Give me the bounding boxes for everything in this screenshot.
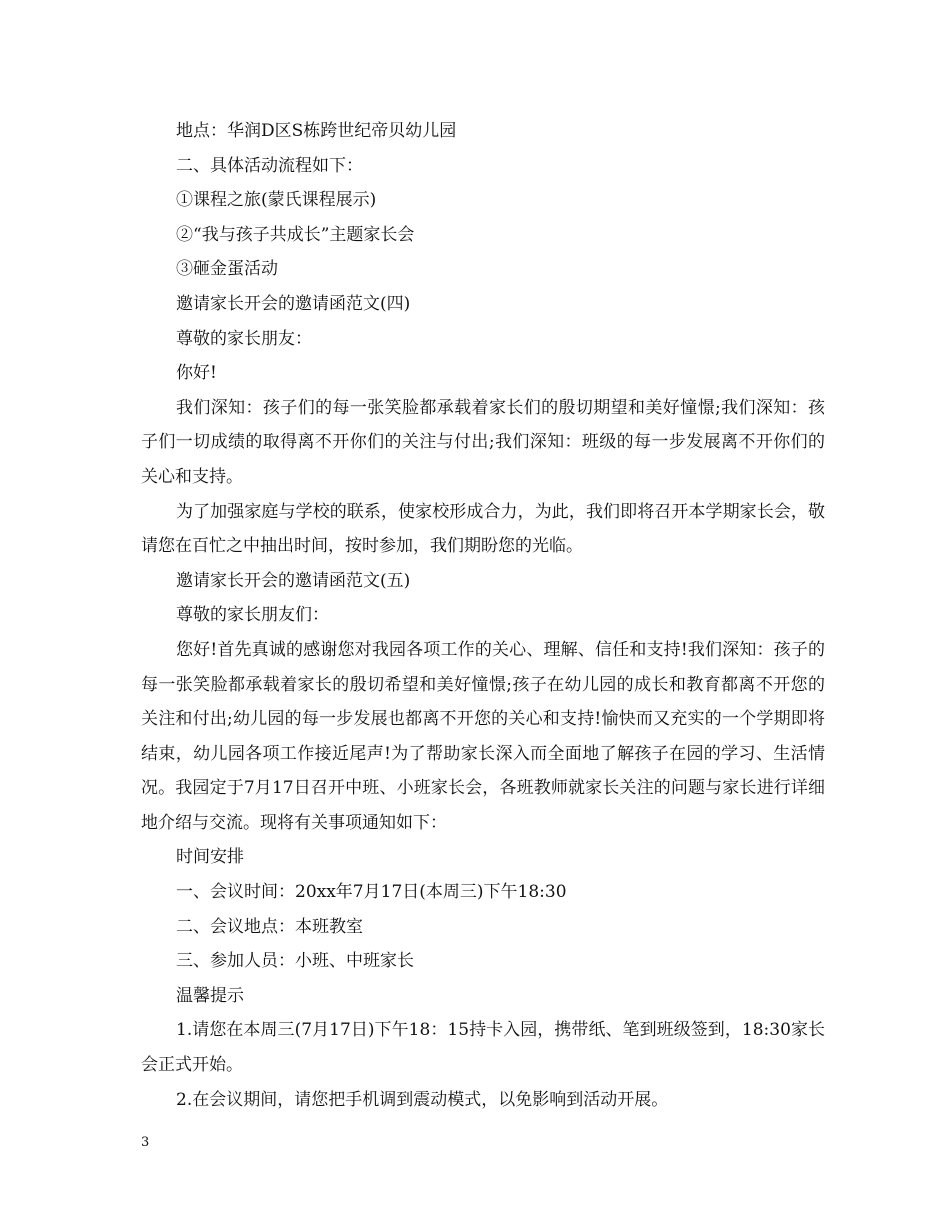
body-paragraph-4b: 为了加强家庭与学校的联系，使家校形成合力，为此，我们即将召开本学期家长会，敬请您在百忙之中抽出时间，按时参加，我们期盼您的光临。 — [141, 501, 825, 557]
meeting-attendees: 三、参加人员：小班、中班家长 — [176, 951, 414, 972]
tip-2: 2.在会议期间，请您把手机调到震动模式，以免影响到活动开展。 — [176, 1089, 669, 1110]
meeting-time: 一、会议时间：20xx年7月17日(本周三)下午18:30 — [176, 882, 567, 903]
process-item-2: ②“我与孩子共成长”主题家长会 — [176, 224, 415, 245]
body-paragraph-5: 您好!首先真诚的感谢您对我园各项工作的关心、理解、信任和支持!我们深知：孩子的每一张笑脸都承载着家长的殷切希望和美好憧憬;孩子在幼儿园的成长和教育都离不开您的关注和付出;幼儿园的每一步发展也都离不开您的关心和支持!愉快而又充实的一个学期即将结束，幼儿园各项工作接近尾声!为了帮助家长深入而全面地了解孩子在园的学习、生活情况。我园定于7月17日召开中班、小班家长会，各班教师就家长关注的问题与家长进行详细地介绍与交流。现将有关事项通知如下： — [141, 639, 825, 833]
tip-1: 1.请您在本周三(7月17日)下午18：15持卡入园，携带纸、笔到班级签到，18:30家长会正式开始。 — [141, 1020, 825, 1076]
activity-process-heading: 二、具体活动流程如下： — [176, 155, 363, 176]
page-number: 3 — [141, 1135, 150, 1150]
location-line: 地点：华润D区S栋跨世纪帝贝幼儿园 — [176, 121, 457, 141]
process-item-3: ③砸金蛋活动 — [176, 259, 278, 280]
body-paragraph-4a: 我们深知：孩子们的每一张笑脸都承载着家长们的殷切期望和美好憧憬;我们深知：孩子们一切成绩的取得离不开你们的关注与付出;我们深知：班级的每一步发展离不开你们的关心和支持。 — [141, 397, 825, 487]
schedule-heading: 时间安排 — [176, 847, 244, 868]
salutation-5: 尊敬的家长朋友们： — [176, 605, 329, 626]
document-body — [141, 114, 825, 1117]
tips-heading: 温馨提示 — [176, 985, 244, 1006]
salutation-4: 尊敬的家长朋友： — [176, 328, 312, 349]
meeting-location: 二、会议地点：本班教室 — [176, 916, 363, 937]
greeting-4: 你好! — [176, 363, 217, 384]
section-title-5: 邀请家长开会的邀请函范文(五) — [176, 570, 411, 591]
section-title-4: 邀请家长开会的邀请函范文(四) — [176, 293, 411, 314]
process-item-1: ①课程之旅(蒙氏课程展示) — [176, 190, 377, 211]
